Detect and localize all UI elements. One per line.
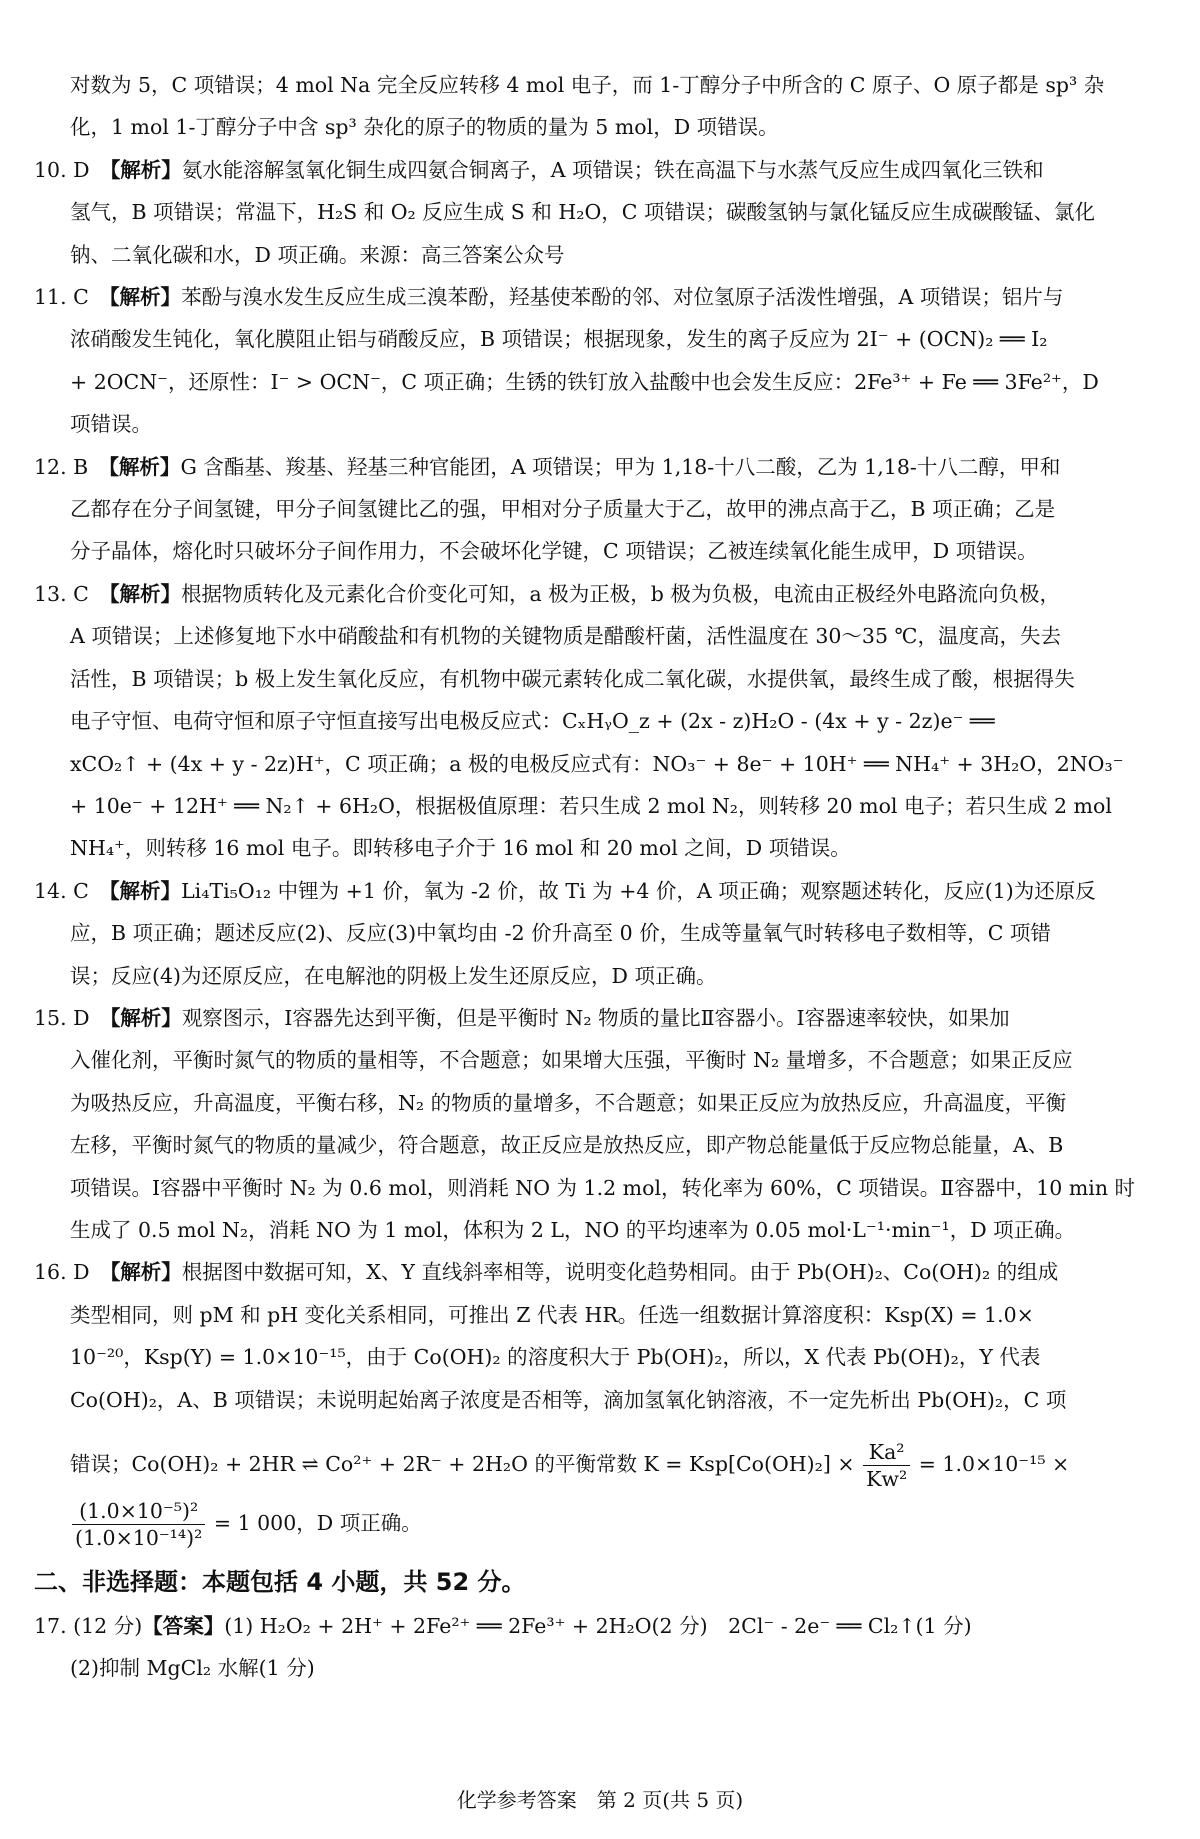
item-line: (1) H₂O₂ + 2H⁺ + 2Fe²⁺ ══ 2Fe³⁺ + 2H₂O(2 分) 2Cl⁻ - 2e⁻ ══ Cl₂↑(1 分)	[224, 1614, 972, 1638]
equation-text: 错误；Co(OH)₂ + 2HR ⇌ Co²⁺ + 2R⁻ + 2H₂O 的平衡常数 K = Ksp[Co(OH)₂] ×	[70, 1452, 855, 1476]
answer-item-11	[34, 276, 1170, 446]
item-line: 项错误。Ⅰ容器中平衡时 N₂ 为 0.6 mol，则消耗 NO 为 1.2 mol，转化率为 60%，C 项错误。Ⅱ容器中，10 min 时	[70, 1175, 1136, 1200]
item-line: 左移，平衡时氮气的物质的量减少，符合题意，故正反应是放热反应，即产物总能量低于反应物总能量，A、B	[70, 1133, 1064, 1158]
ratio-fraction	[863, 1439, 910, 1492]
intro-line: 化，1 mol 1-丁醇分子中含 sp³ 杂化的原子的物质的量为 5 mol，D 项错误。	[70, 115, 779, 140]
item-line: 活性，B 项错误；b 极上发生氧化反应，有机物中碳元素转化成二氧化碳，水提供氧，最终生成了酸，根据得失	[70, 666, 1075, 691]
fraction-denominator: Kw²	[866, 1467, 908, 1491]
value-fraction	[72, 1498, 205, 1551]
analysis-tag: 【解析】	[108, 454, 181, 479]
item-line: 应，B 项正确；题述反应(2)、反应(3)中氧均由 -2 价升高至 0 价，生成等量氧气时转移电子数相等，C 项错	[70, 921, 1051, 946]
item-line: 浓硝酸发生钝化，氧化膜阻止铝与硝酸反应，B 项错误；根据现象，发生的离子反应为 2I⁻ + (OCN)₂ ══ I₂	[70, 327, 1048, 352]
item-line: xCO₂↑ + (4x + y - 2z)H⁺，C 项正确；a 极的电极反应式有：NO₃⁻ + 8e⁻ + 10H⁺ ══ NH₄⁺ + 3H₂O，2NO₃⁻	[70, 751, 1124, 776]
analysis-tag: 【解析】	[110, 1260, 182, 1285]
item-line: G 含酯基、羧基、羟基三种官能团，A 项错误；甲为 1,18-十八二酸，乙为 1,18-十八二醇，甲和	[180, 454, 1061, 479]
item-line: 乙都存在分子间氢键，甲分子间氢键比乙的强，甲相对分子质量大于乙，故甲的沸点高于乙，B 项正确；乙是	[70, 497, 1056, 522]
item-line: + 2OCN⁻，还原性：I⁻ > OCN⁻，C 项正确；生锈的铁钉放入盐酸中也会发生反应：2Fe³⁺ + Fe ══ 3Fe²⁺，D	[70, 369, 1099, 394]
item-line: 根据图中数据可知，X、Y 直线斜率相等，说明变化趋势相同。由于 Pb(OH)₂、Co(OH)₂ 的组成	[181, 1260, 1059, 1285]
intro-line: 对数为 5，C 项错误；4 mol Na 完全反应转移 4 mol 电子，而 1-丁醇分子中所含的 C 原子、O 原子都是 sp³ 杂	[70, 73, 1105, 97]
item-number: 12. B	[34, 454, 89, 479]
analysis-tag: 【解析】	[110, 1005, 182, 1030]
answer-item-14	[34, 870, 1170, 997]
item-line: 钠、二氧化碳和水，D 项正确。来源：高三答案公众号	[70, 242, 565, 267]
equilibrium-constant-line-2	[34, 1498, 1170, 1551]
item-line: 10⁻²⁰，Ksp(Y) = 1.0×10⁻¹⁵，由于 Co(OH)₂ 的溶度积大于 Pb(OH)₂，所以，X 代表 Pb(OH)₂，Y 代表	[70, 1345, 1041, 1370]
item-line: NH₄⁺，则转移 16 mol 电子。即转移电子介于 16 mol 和 20 mol 之间，D 项错误。	[70, 836, 851, 861]
item-line: 误；反应(4)为还原反应，在电解池的阴极上发生还原反应，D 项正确。	[70, 963, 717, 988]
page-footer: 化学参考答案 第 2 页(共 5 页)	[456, 1788, 744, 1812]
section-title: 二、非选择题：本题包括 4 小题，共 52 分。	[34, 1568, 526, 1596]
equilibrium-constant-line	[34, 1439, 1170, 1492]
answer-content	[34, 64, 1170, 1690]
item-number: 10. D	[34, 157, 90, 182]
fraction-numerator: (1.0×10⁻⁵)²	[72, 1498, 205, 1525]
item-line: 氢气，B 项错误；常温下，H₂S 和 O₂ 反应生成 S 和 H₂O，C 项错误；碳酸氢钠与氯化锰反应生成碳酸锰、氯化	[70, 200, 1095, 225]
item-line: 生成了 0.5 mol N₂，消耗 NO 为 1 mol，体积为 2 L，NO 的平均速率为 0.05 mol·L⁻¹·min⁻¹，D 项正确。	[70, 1217, 1076, 1242]
answer-tag: 【答案】	[142, 1614, 225, 1638]
analysis-tag: 【解析】	[109, 581, 182, 606]
item-number: 17. (12 分)	[34, 1614, 143, 1638]
item-line: 电子守恒、电荷守恒和原子守恒直接写出电极反应式：CₓHᵧO_z + (2x - z)H₂O - (4x + y - 2z)e⁻ ══	[70, 709, 995, 734]
item-number: 11. C	[34, 285, 89, 310]
fraction-denominator: (1.0×10⁻¹⁴)²	[75, 1526, 203, 1550]
analysis-tag: 【解析】	[109, 878, 182, 903]
answer-item-15	[34, 997, 1170, 1251]
fraction-numerator: Ka²	[863, 1439, 910, 1466]
item-line: 分子晶体，熔化时只破坏分子间作用力，不会破坏化学键，C 项错误；乙被连续氧化能生成甲，D 项错误。	[70, 539, 1038, 564]
item-number: 13. C	[34, 581, 89, 606]
item-line: 为吸热反应，升高温度，平衡右移，N₂ 的物质的量增多，不合题意；如果正反应为放热反应，升高温度，平衡	[70, 1090, 1067, 1115]
answer-item-16	[34, 1251, 1170, 1551]
item-line: (2)抑制 MgCl₂ 水解(1 分)	[70, 1656, 315, 1681]
equation-text: = 1 000，D 项正确。	[213, 1511, 422, 1535]
item-line: 苯酚与溴水发生反应生成三溴苯酚，羟基使苯酚的邻、对位氢原子活泼性增强，A 项错误；铝片与	[181, 285, 1064, 310]
item-number: 15. D	[34, 1005, 90, 1030]
item-line: 类型相同，则 pM 和 pH 变化关系相同，可推出 Z 代表 HR。任选一组数据计算溶度积：Ksp(X) = 1.0×	[70, 1302, 1034, 1327]
item-line: A 项错误；上述修复地下水中硝酸盐和有机物的关键物质是醋酸杆菌，活性温度在 30～35 ℃，温度高，失去	[70, 624, 1061, 649]
answer-item-13	[34, 573, 1170, 870]
answer-item-17	[34, 1605, 1170, 1690]
analysis-tag: 【解析】	[109, 285, 182, 310]
item-line: 氨水能溶解氢氧化铜生成四氨合铜离子，A 项错误；铁在高温下与水蒸气反应生成四氧化三铁和	[181, 157, 1044, 182]
analysis-tag: 【解析】	[110, 157, 182, 182]
answer-item-12	[34, 446, 1170, 573]
equation-text: = 1.0×10⁻¹⁵ ×	[918, 1452, 1070, 1476]
item-line: 根据物质转化及元素化合价变化可知，a 极为正极，b 极为负极，电流由正极经外电路流向负极，	[181, 581, 1060, 606]
answer-item-10	[34, 149, 1170, 276]
item-number: 14. C	[34, 878, 89, 903]
item-number: 16. D	[34, 1260, 90, 1285]
item-line: Co(OH)₂，A、B 项错误；未说明起始离子浓度是否相等，滴加氢氧化钠溶液，不一定先析出 Pb(OH)₂，C 项	[70, 1387, 1067, 1412]
item-line: 入催化剂，平衡时氮气的物质的量相等，不合题意；如果增大压强，平衡时 N₂ 量增多，不合题意；如果正反应	[70, 1048, 1073, 1073]
item-line: 观察图示，Ⅰ容器先达到平衡，但是平衡时 N₂ 物质的量比Ⅱ容器小。Ⅰ容器速率较快，如果加	[181, 1005, 1010, 1030]
item-line: + 10e⁻ + 12H⁺ ══ N₂↑ + 6H₂O，根据极值原理：若只生成 2 mol N₂，则转移 20 mol 电子；若只生成 2 mol	[70, 793, 1112, 818]
item-line: Li₄Ti₅O₁₂ 中锂为 +1 价，氧为 -2 价，故 Ti 为 +4 价，A 项正确；观察题述转化，反应(1)为还原反	[181, 878, 1096, 903]
item-line: 项错误。	[70, 412, 152, 437]
